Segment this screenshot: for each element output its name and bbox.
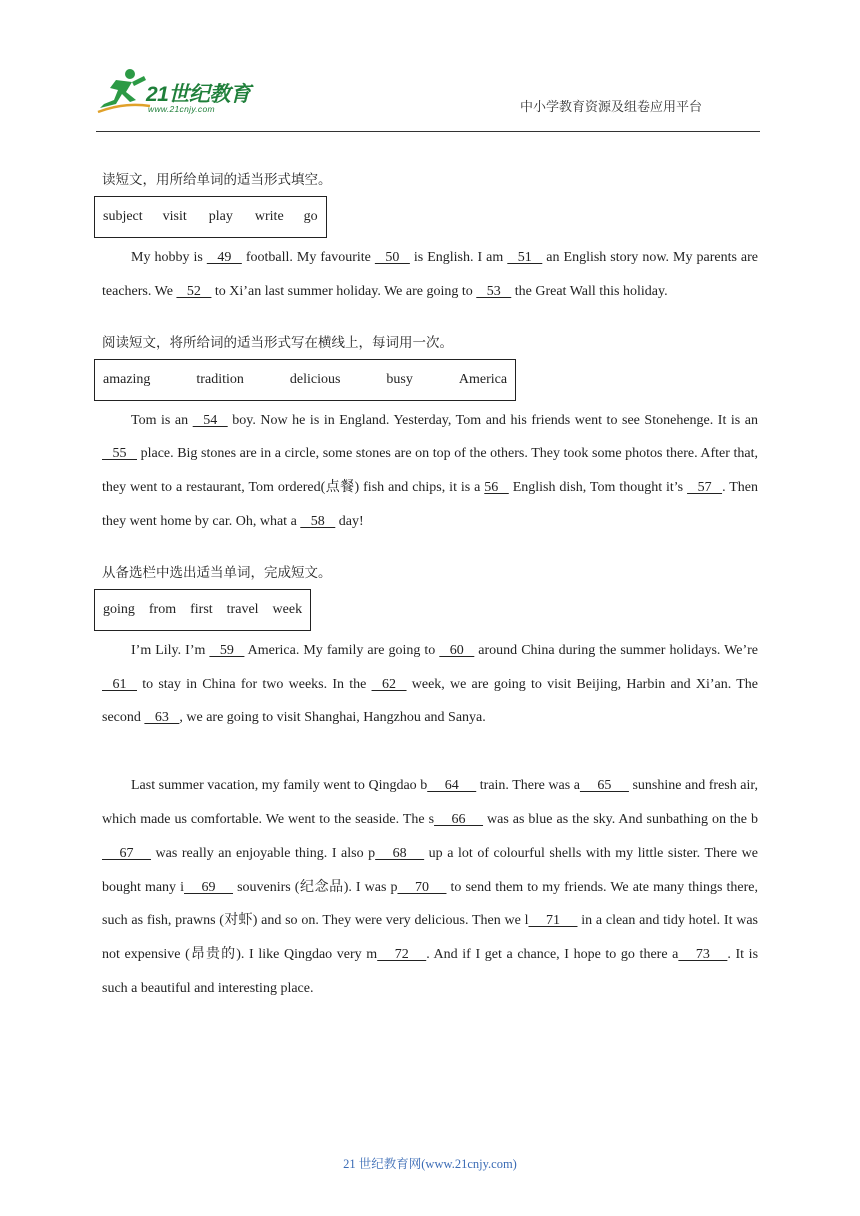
answer-blank-51[interactable]: 51 (507, 250, 543, 265)
exercise-instruction: 读短文，用所给单词的适当形式填空。 (102, 172, 332, 188)
logo-url: www.21cnjy.com (148, 104, 215, 114)
answer-blank-60[interactable]: 60 (439, 642, 475, 658)
passage-paragraph: Tom is an 54 boy. Now he is in England. Yesterday, Tom and his friends went to see Stonehenge. It is an 55 place. Big stones are in a circle, some stones are on top of the others. They took some photos there. After that, they went to a restaurant, Tom ordered(点餐) fish and chips, it is a 56 English dish, Tom thought it’s 57 . Then they went home by car. Oh, what a 58 day! (102, 404, 758, 539)
word-bank (94, 196, 327, 238)
answer-blank-55[interactable]: 55 (102, 446, 137, 462)
answer-blank-63[interactable]: 63 (144, 710, 180, 726)
answer-blank-64[interactable]: 64 (427, 778, 477, 794)
answer-blank-50[interactable]: 50 (374, 250, 410, 265)
page-header (96, 64, 760, 132)
answer-blank-66[interactable]: 66 (434, 811, 484, 827)
answer-blank-65[interactable]: 65 (579, 778, 629, 794)
answer-blank-49[interactable]: 49 (206, 250, 242, 265)
word-bank-item: America (458, 371, 508, 387)
site-logo[interactable] (96, 66, 266, 116)
runner-logo-icon (96, 66, 152, 114)
answer-blank-54[interactable]: 54 (192, 412, 228, 428)
answer-blank-71[interactable]: 71 (528, 913, 578, 929)
answer-blank-53[interactable]: 53 (476, 283, 512, 299)
word-bank-item: first (190, 601, 213, 617)
logo-text: 21世纪教育 (146, 83, 251, 106)
word-bank-item: travel (226, 601, 259, 617)
answer-blank-73[interactable]: 73 (678, 947, 728, 963)
word-bank-item: play (208, 209, 233, 224)
answer-blank-72[interactable]: 72 (377, 947, 427, 963)
exercise-section (102, 168, 758, 309)
word-bank-item: subject (103, 209, 143, 224)
word-bank (94, 589, 311, 631)
exercise-section (102, 331, 758, 539)
word-bank-item: tradition (196, 371, 244, 387)
platform-name: 中小学教育资源及组卷应用平台 (519, 100, 702, 115)
exercise-instruction: 阅读短文，将所给词的适当形式写在横线上，每词用一次。 (102, 334, 453, 351)
word-bank-item: week (272, 601, 303, 617)
answer-blank-57[interactable]: 57 (687, 480, 723, 496)
passage-paragraph: Last summer vacation, my family went to Qingdao b 64 train. There was a 65 sunshine and fresh air, which made us comfortable. We went to the seaside. The s 66 was as blue as the sky. And sunbathing on the b 67 was really an enjoyable thing. I also p 68 up a lot of colourful shells with my little sister. There we bought many i 69 souvenirs (纪念品). I was p 70 to send them to my friends. We ate many things there, such as fish, prawns (对虾) and so on. They were very delicious. Then we l 71 in a clean and tidy hotel. It was not expensive (昂贵的). I like Qingdao very m 72 . And if I get a chance, I hope to go there a 73 . It is such a beautiful and interesting place. (102, 769, 758, 1006)
word-bank-item: visit (162, 209, 187, 224)
exercise-section (102, 561, 758, 735)
exercise-instruction: 从备选栏中选出适当单词，完成短文。 (102, 564, 332, 581)
answer-blank-56[interactable]: 56 (484, 480, 509, 496)
header-divider (96, 131, 760, 132)
word-bank-item: write (254, 209, 284, 224)
document-body (102, 168, 758, 1028)
answer-blank-61[interactable]: 61 (102, 676, 137, 692)
exercise-section (102, 757, 758, 1006)
word-bank-item: going (103, 601, 135, 617)
answer-blank-52[interactable]: 52 (176, 283, 212, 299)
word-bank-item: go (303, 209, 318, 224)
page-footer[interactable]: 21 世纪教育网(www.21cnjy.com) (343, 1157, 517, 1171)
word-bank-item: amazing (103, 371, 151, 387)
word-bank-item: delicious (289, 371, 341, 387)
word-bank-item: busy (386, 371, 413, 387)
answer-blank-67[interactable]: 67 (102, 845, 151, 861)
word-bank-item: from (148, 601, 177, 617)
answer-blank-70[interactable]: 70 (397, 879, 447, 895)
passage-paragraph: My hobby is 49 football. My favourite 50 is English. I am 51 an English story now. My parents are teachers. We 52 to Xi’an last summer holiday. We are going to 53 the Great Wall this holiday. (102, 241, 758, 309)
answer-blank-59[interactable]: 59 (209, 642, 245, 658)
passage-paragraph: I’m Lily. I’m 59 America. My family are going to 60 around China during the summer holidays. We’re 61 to stay in China for two weeks. In the 62 week, we are going to visit Beijing, Harbin and Xi’an. The second 63 , we are going to visit Shanghai, Hangzhou and Sanya. (102, 634, 758, 735)
answer-blank-69[interactable]: 69 (184, 879, 234, 895)
answer-blank-68[interactable]: 68 (375, 845, 425, 861)
word-bank (94, 359, 516, 401)
answer-blank-62[interactable]: 62 (371, 676, 407, 692)
answer-blank-58[interactable]: 58 (300, 513, 336, 529)
